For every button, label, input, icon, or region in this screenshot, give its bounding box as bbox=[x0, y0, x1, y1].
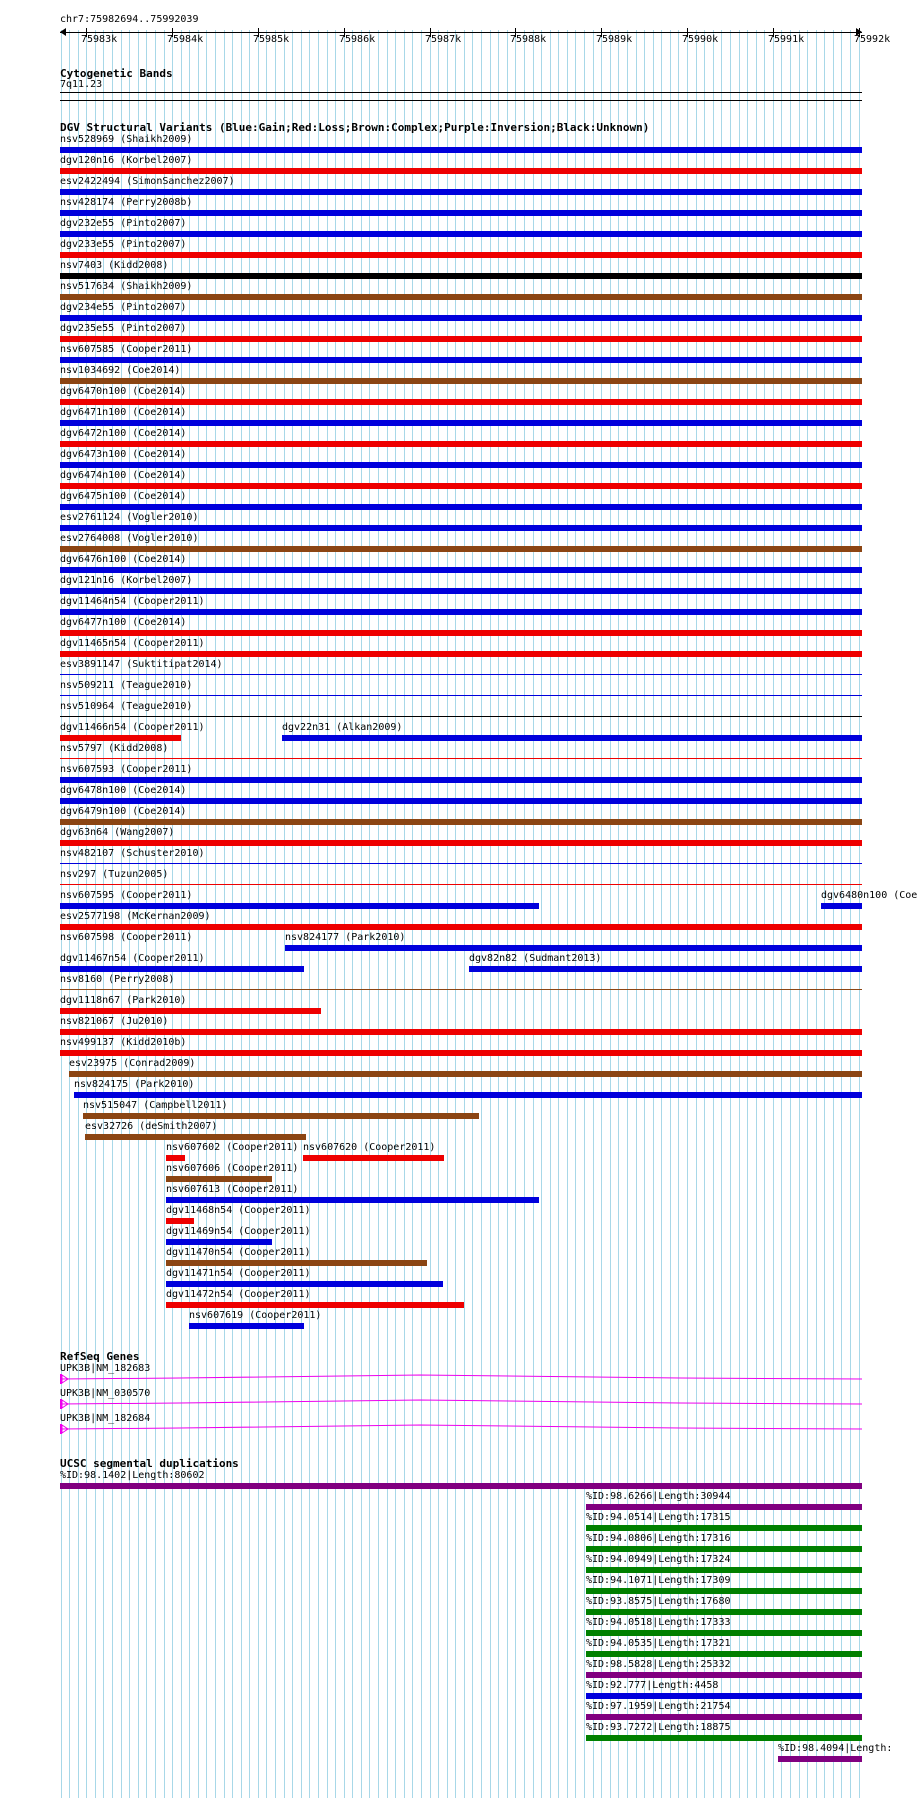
variant-label: dgv11471n54 (Cooper2011) bbox=[166, 1268, 311, 1279]
gene-intron-line bbox=[60, 1425, 862, 1429]
variant-bar[interactable] bbox=[60, 695, 862, 696]
variant-bar[interactable] bbox=[60, 231, 862, 237]
variant-label: dgv121n16 (Korbel2007) bbox=[60, 575, 193, 586]
ruler-tick-label: 75990k bbox=[682, 34, 719, 45]
variant-bar[interactable] bbox=[60, 483, 862, 489]
variant-bar[interactable] bbox=[60, 798, 862, 804]
variant-label: dgv11465n54 (Cooper2011) bbox=[60, 638, 205, 649]
variant-label: esv2761124 (Vogler2010) bbox=[60, 512, 199, 523]
variant-label: dgv11466n54 (Cooper2011) bbox=[60, 722, 205, 733]
variant-label: nsv607620 (Cooper2011) bbox=[303, 1142, 436, 1153]
segdup-bar[interactable] bbox=[586, 1525, 862, 1531]
variant-label: esv2577198 (McKernan2009) bbox=[60, 911, 211, 922]
variant-label: esv2764008 (Vogler2010) bbox=[60, 533, 199, 544]
segdup-bar[interactable] bbox=[60, 1483, 862, 1489]
variant-label: dgv1118n67 (Park2010) bbox=[60, 995, 187, 1006]
variant-bar[interactable] bbox=[60, 168, 862, 174]
variant-bar[interactable] bbox=[60, 758, 862, 759]
gene-intron-line bbox=[60, 1375, 862, 1379]
variant-label: esv3891147 (Suktitipat2014) bbox=[60, 659, 223, 670]
variant-label: nsv7403 (Kidd2008) bbox=[60, 260, 169, 271]
variant-label: esv2422494 (SimonSanchez2007) bbox=[60, 176, 235, 187]
variant-label: dgv6475n100 (Coe2014) bbox=[60, 491, 187, 502]
ruler-axis-line bbox=[60, 32, 862, 33]
variant-bar[interactable] bbox=[60, 840, 862, 846]
variant-label: nsv517634 (Shaikh2009) bbox=[60, 281, 193, 292]
gene-label: UPK3B|NM_182684 bbox=[60, 1413, 151, 1424]
segdup-label: %ID:94.0518|Length:17333 bbox=[586, 1617, 731, 1628]
variant-bar[interactable] bbox=[60, 588, 862, 594]
variant-label: nsv515047 (Campbell2011) bbox=[83, 1100, 228, 1111]
variant-label: dgv6470n100 (Coe2014) bbox=[60, 386, 187, 397]
variant-label: nsv528969 (Shaikh2009) bbox=[60, 134, 193, 145]
variant-bar[interactable] bbox=[60, 273, 862, 279]
segdup-bar[interactable] bbox=[586, 1651, 862, 1657]
segdup-bar[interactable] bbox=[778, 1756, 862, 1762]
segdup-bar[interactable] bbox=[586, 1546, 862, 1552]
segdup-track-title: UCSC segmental duplications bbox=[60, 1457, 239, 1470]
variant-label: dgv232e55 (Pinto2007) bbox=[60, 218, 187, 229]
variant-label: dgv11472n54 (Cooper2011) bbox=[166, 1289, 311, 1300]
segdup-label: %ID:98.4094|Length: bbox=[778, 1743, 893, 1754]
ruler-tick-label: 75992k bbox=[854, 34, 891, 45]
variant-bar[interactable] bbox=[60, 525, 862, 531]
variant-bar[interactable] bbox=[60, 989, 862, 990]
variant-label: dgv6474n100 (Coe2014) bbox=[60, 470, 187, 481]
variant-bar[interactable] bbox=[60, 441, 862, 447]
segdup-label: %ID:92.777|Length:4458 bbox=[586, 1680, 719, 1691]
variant-label: nsv607585 (Cooper2011) bbox=[60, 344, 193, 355]
gene-model[interactable] bbox=[60, 1423, 864, 1435]
variant-label: dgv63n64 (Wang2007) bbox=[60, 827, 175, 838]
variant-bar[interactable] bbox=[166, 1281, 443, 1287]
variant-label: dgv6472n100 (Coe2014) bbox=[60, 428, 187, 439]
variant-label: dgv6477n100 (Coe2014) bbox=[60, 617, 187, 628]
segdup-label: %ID:98.5828|Length:25332 bbox=[586, 1659, 731, 1670]
variant-bar[interactable] bbox=[166, 1176, 272, 1182]
variant-bar[interactable] bbox=[285, 945, 862, 951]
variant-label: nsv607606 (Cooper2011) bbox=[166, 1163, 299, 1174]
segdup-bar[interactable] bbox=[586, 1714, 862, 1720]
variant-bar[interactable] bbox=[60, 252, 862, 258]
variant-bar[interactable] bbox=[282, 735, 862, 741]
variant-label: dgv11464n54 (Cooper2011) bbox=[60, 596, 205, 607]
ruler-tick-label: 75984k bbox=[167, 34, 204, 45]
ruler-tick-label: 75987k bbox=[425, 34, 462, 45]
variant-bar[interactable] bbox=[60, 630, 862, 636]
variant-bar[interactable] bbox=[60, 674, 862, 675]
segdup-bar[interactable] bbox=[586, 1588, 862, 1594]
variant-bar[interactable] bbox=[60, 420, 862, 426]
variant-bar[interactable] bbox=[60, 294, 862, 300]
variant-label: nsv607602 (Cooper2011) bbox=[166, 1142, 299, 1153]
segdup-label: %ID:98.1402|Length:80602 bbox=[60, 1470, 205, 1481]
variant-label: esv32726 (deSmith2007) bbox=[85, 1121, 218, 1132]
variant-bar[interactable] bbox=[60, 357, 862, 363]
segdup-label: %ID:94.1071|Length:17309 bbox=[586, 1575, 731, 1586]
variant-bar[interactable] bbox=[83, 1113, 479, 1119]
variant-label: esv23975 (Conrad2009) bbox=[69, 1058, 196, 1069]
variant-bar[interactable] bbox=[60, 315, 862, 321]
variant-bar[interactable] bbox=[60, 399, 862, 405]
variant-label: dgv11467n54 (Cooper2011) bbox=[60, 953, 205, 964]
region-label: chr7:75982694..75992039 bbox=[60, 14, 199, 25]
segdup-label: %ID:94.0806|Length:17316 bbox=[586, 1533, 731, 1544]
variant-label: dgv235e55 (Pinto2007) bbox=[60, 323, 187, 334]
variant-bar[interactable] bbox=[60, 1008, 321, 1014]
variant-label: nsv607593 (Cooper2011) bbox=[60, 764, 193, 775]
variant-label: dgv6473n100 (Coe2014) bbox=[60, 449, 187, 460]
variant-label: dgv11469n54 (Cooper2011) bbox=[166, 1226, 311, 1237]
variant-bar[interactable] bbox=[60, 777, 862, 783]
variant-bar[interactable] bbox=[189, 1323, 304, 1329]
variant-label: nsv509211 (Teague2010) bbox=[60, 680, 193, 691]
variant-bar[interactable] bbox=[60, 378, 862, 384]
variant-label: dgv6479n100 (Coe2014) bbox=[60, 806, 187, 817]
variant-label: nsv5797 (Kidd2008) bbox=[60, 743, 169, 754]
variant-bar[interactable] bbox=[60, 903, 539, 909]
variant-label: nsv1034692 (Coe2014) bbox=[60, 365, 181, 376]
gene-model[interactable] bbox=[60, 1398, 864, 1410]
variant-label: dgv6478n100 (Coe2014) bbox=[60, 785, 187, 796]
variant-label: dgv6471n100 (Coe2014) bbox=[60, 407, 187, 418]
gene-model[interactable] bbox=[60, 1373, 864, 1385]
segdup-bar[interactable] bbox=[586, 1630, 862, 1636]
variant-bar[interactable] bbox=[60, 924, 862, 930]
variant-label: dgv6480n100 (Coe bbox=[821, 890, 917, 901]
variant-bar[interactable] bbox=[303, 1155, 444, 1161]
variant-bar[interactable] bbox=[60, 735, 181, 741]
variant-label: dgv82n82 (Sudmant2013) bbox=[469, 953, 602, 964]
variant-bar[interactable] bbox=[60, 336, 862, 342]
variant-label: nsv824177 (Park2010) bbox=[285, 932, 406, 943]
variant-bar[interactable] bbox=[60, 189, 862, 195]
variant-label: nsv297 (Tuzun2005) bbox=[60, 869, 169, 880]
variant-bar[interactable] bbox=[60, 567, 862, 573]
segdup-label: %ID:98.6266|Length:30944 bbox=[586, 1491, 731, 1502]
track-separator bbox=[60, 100, 862, 101]
variant-label: nsv8160 (Perry2008) bbox=[60, 974, 175, 985]
variant-bar[interactable] bbox=[60, 966, 304, 972]
variant-label: nsv607619 (Cooper2011) bbox=[189, 1310, 322, 1321]
variant-bar[interactable] bbox=[60, 716, 862, 717]
variant-label: nsv607613 (Cooper2011) bbox=[166, 1184, 299, 1195]
variant-label: nsv428174 (Perry2008b) bbox=[60, 197, 193, 208]
variant-bar[interactable] bbox=[60, 462, 862, 468]
segdup-label: %ID:93.8575|Length:17680 bbox=[586, 1596, 731, 1607]
variant-bar[interactable] bbox=[166, 1260, 427, 1266]
variant-label: dgv22n31 (Alkan2009) bbox=[282, 722, 403, 733]
cytoband-label: 7q11.23 bbox=[60, 79, 103, 90]
variant-bar[interactable] bbox=[60, 546, 862, 552]
variant-label: nsv482107 (Schuster2010) bbox=[60, 848, 205, 859]
ruler-left-arrow bbox=[60, 28, 66, 36]
segdup-bar[interactable] bbox=[586, 1504, 862, 1510]
segdup-bar[interactable] bbox=[586, 1609, 862, 1615]
variant-bar[interactable] bbox=[60, 884, 862, 885]
variant-label: nsv607595 (Cooper2011) bbox=[60, 890, 193, 901]
dgv-track-title: DGV Structural Variants (Blue:Gain;Red:Loss;Brown:Complex;Purple:Inversion;Black:Unknown) bbox=[60, 121, 650, 134]
variant-bar[interactable] bbox=[60, 609, 862, 615]
variant-label: dgv120n16 (Korbel2007) bbox=[60, 155, 193, 166]
variant-bar[interactable] bbox=[74, 1092, 862, 1098]
variant-bar[interactable] bbox=[60, 651, 862, 657]
variant-bar[interactable] bbox=[166, 1239, 272, 1245]
ruler-tick-label: 75983k bbox=[81, 34, 118, 45]
variant-bar[interactable] bbox=[60, 210, 862, 216]
variant-bar[interactable] bbox=[60, 147, 862, 153]
segdup-label: %ID:94.0514|Length:17315 bbox=[586, 1512, 731, 1523]
cytoband-track-title: Cytogenetic Bands bbox=[60, 67, 173, 80]
variant-label: nsv510964 (Teague2010) bbox=[60, 701, 193, 712]
variant-label: dgv11468n54 (Cooper2011) bbox=[166, 1205, 311, 1216]
segdup-label: %ID:93.7272|Length:18875 bbox=[586, 1722, 731, 1733]
variant-label: nsv499137 (Kidd2010b) bbox=[60, 1037, 187, 1048]
ruler-tick-label: 75986k bbox=[339, 34, 376, 45]
segdup-bar[interactable] bbox=[586, 1672, 862, 1678]
variant-bar[interactable] bbox=[60, 1029, 862, 1035]
variant-label: dgv6476n100 (Coe2014) bbox=[60, 554, 187, 565]
variant-bar[interactable] bbox=[60, 819, 862, 825]
gene-label: UPK3B|NM_030570 bbox=[60, 1388, 151, 1399]
variant-bar[interactable] bbox=[85, 1134, 306, 1140]
segdup-bar[interactable] bbox=[586, 1693, 862, 1699]
variant-bar[interactable] bbox=[166, 1302, 464, 1308]
cytoband-bar[interactable] bbox=[60, 92, 862, 93]
variant-label: nsv607598 (Cooper2011) bbox=[60, 932, 193, 943]
gene-label: UPK3B|NM_182683 bbox=[60, 1363, 151, 1374]
segdup-label: %ID:94.0535|Length:17321 bbox=[586, 1638, 731, 1649]
variant-bar[interactable] bbox=[69, 1071, 862, 1077]
variant-label: dgv234e55 (Pinto2007) bbox=[60, 302, 187, 313]
variant-bar[interactable] bbox=[60, 504, 862, 510]
variant-label: dgv233e55 (Pinto2007) bbox=[60, 239, 187, 250]
variant-bar[interactable] bbox=[60, 1050, 862, 1056]
ruler-tick-label: 75988k bbox=[510, 34, 547, 45]
segdup-label: %ID:97.1959|Length:21754 bbox=[586, 1701, 731, 1712]
variant-bar[interactable] bbox=[166, 1197, 539, 1203]
segdup-bar[interactable] bbox=[586, 1735, 862, 1741]
variant-bar[interactable] bbox=[821, 903, 862, 909]
ruler-tick-label: 75989k bbox=[596, 34, 633, 45]
variant-label: nsv824175 (Park2010) bbox=[74, 1079, 195, 1090]
ruler-tick-label: 75985k bbox=[253, 34, 290, 45]
variant-label: dgv11470n54 (Cooper2011) bbox=[166, 1247, 311, 1258]
segdup-label: %ID:94.0949|Length:17324 bbox=[586, 1554, 731, 1565]
variant-bar[interactable] bbox=[166, 1218, 194, 1224]
refseq-track-title: RefSeq Genes bbox=[60, 1350, 140, 1363]
ruler-tick-label: 75991k bbox=[768, 34, 805, 45]
variant-bar[interactable] bbox=[469, 966, 862, 972]
segdup-bar[interactable] bbox=[586, 1567, 862, 1573]
variant-bar[interactable] bbox=[60, 863, 862, 864]
gene-intron-line bbox=[60, 1400, 862, 1404]
variant-bar[interactable] bbox=[166, 1155, 185, 1161]
variant-label: nsv821067 (Ju2010) bbox=[60, 1016, 169, 1027]
